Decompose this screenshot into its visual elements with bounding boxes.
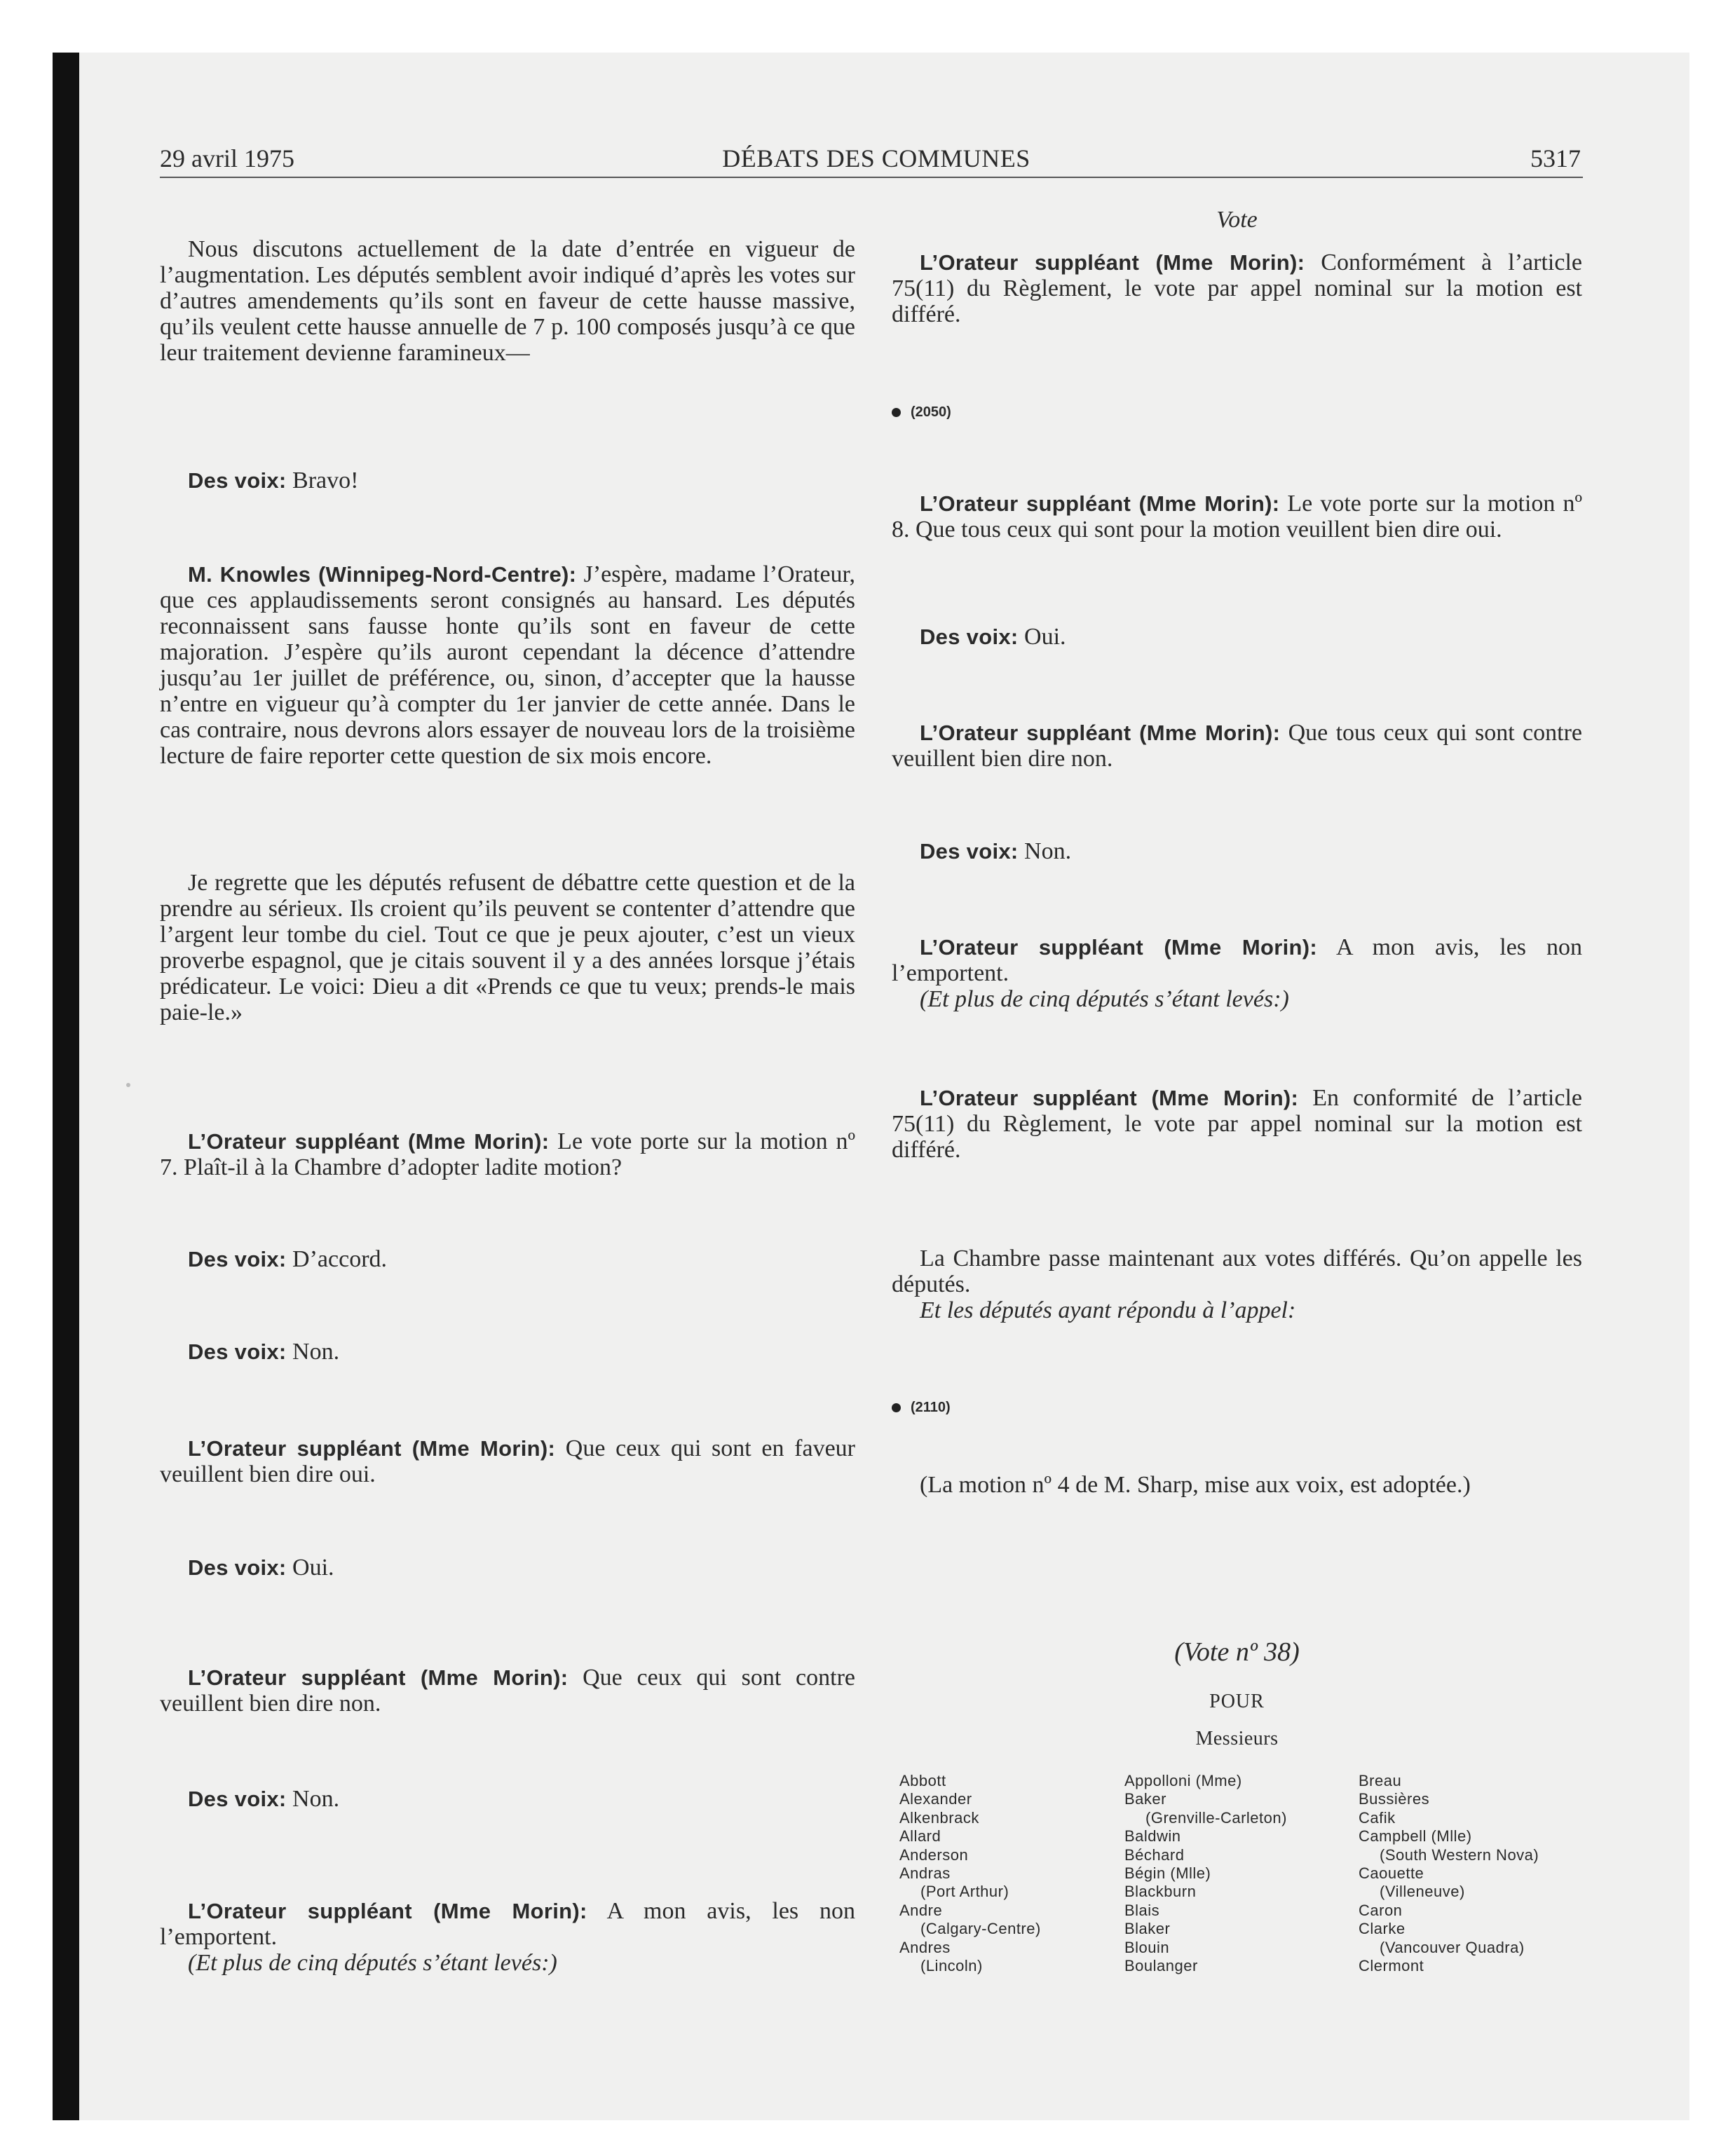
- speaker-name: Des voix:: [920, 839, 1019, 864]
- speech: [892, 624, 1582, 650]
- member-name: Blais: [1124, 1901, 1160, 1919]
- member-name: Breau: [1359, 1772, 1402, 1789]
- speech: [160, 1898, 855, 1950]
- speech-text: Non.: [1018, 838, 1072, 864]
- speaker-name: Des voix:: [920, 625, 1019, 649]
- speaker-name: L’Orateur suppléant (Mme Morin):: [920, 250, 1305, 275]
- speech: [160, 1339, 855, 1365]
- speaker-name: L’Orateur suppléant (Mme Morin):: [920, 935, 1317, 960]
- time-marker: [892, 400, 951, 425]
- member-name: Andras: [899, 1864, 951, 1883]
- member-name: Clermont: [1359, 1957, 1424, 1975]
- speech-text: Non.: [286, 1339, 340, 1365]
- speech: [892, 1085, 1582, 1163]
- vote-section-label: POUR: [1209, 1691, 1265, 1712]
- speaker-name: Des voix:: [188, 1555, 287, 1580]
- speaker-name: Des voix:: [188, 1787, 287, 1811]
- speech-text: Bravo!: [286, 468, 359, 493]
- member-name: Andre: [899, 1901, 943, 1919]
- speech-text: Conformément à l’article 75(11) du Règlement, le vote par appel nominal sur la motion est différé.: [892, 250, 1582, 327]
- member-name: Bégin (Mlle): [1124, 1864, 1211, 1883]
- stage-direction: (Et plus de cinq députés s’étant levés:): [920, 986, 1289, 1012]
- vote-title: (Vote nº 38): [1174, 1637, 1300, 1667]
- speech: [160, 561, 855, 769]
- member-riding: (Villeneuve): [1380, 1883, 1465, 1901]
- header-title: DÉBATS DES COMMUNES: [722, 144, 1030, 172]
- vote-names-column: [899, 1772, 1041, 1975]
- scan-edge-bar: [53, 53, 79, 2120]
- speech-text: Oui.: [286, 1555, 334, 1581]
- header-page-number: 5317: [1530, 144, 1581, 172]
- member-name: Caouette: [1359, 1864, 1424, 1883]
- speaker-name: L’Orateur suppléant (Mme Morin):: [920, 491, 1280, 516]
- scan-smudge: [126, 1083, 130, 1087]
- speech-text: Le vote porte sur la motion nº 8. Que tous ceux qui sont pour la motion veuillent bien dire oui.: [892, 491, 1582, 543]
- speaker-name: L’Orateur suppléant (Mme Morin):: [188, 1899, 587, 1923]
- time-marker: [892, 1395, 951, 1421]
- speech: [892, 720, 1582, 772]
- speech-text: En conformité de l’article 75(11) du Règlement, le vote par appel nominal sur la motion est différé.: [892, 1085, 1582, 1163]
- speech: [160, 1435, 855, 1487]
- member-name: Andres: [899, 1938, 951, 1956]
- speaker-name: Des voix:: [188, 1339, 287, 1364]
- speech: [160, 1246, 855, 1272]
- stage-direction: (Et plus de cinq députés s’étant levés:): [188, 1950, 557, 1976]
- speech: [892, 934, 1582, 986]
- member-name: Blaker: [1124, 1920, 1171, 1938]
- vote-subheading: Messieurs: [1195, 1728, 1279, 1749]
- speaker-name: L’Orateur suppléant (Mme Morin):: [188, 1665, 569, 1690]
- member-name: Anderson: [899, 1845, 969, 1864]
- member-name: Baker: [1124, 1790, 1166, 1808]
- speaker-name: M. Knowles (Winnipeg-Nord-Centre):: [188, 562, 577, 587]
- vote-names-column: [1124, 1772, 1287, 1975]
- speech: [160, 1128, 855, 1180]
- vote-names-column: [1359, 1772, 1539, 1975]
- speech: [160, 1555, 855, 1581]
- member-riding: (Calgary-Centre): [920, 1920, 1041, 1938]
- speech-text: D’accord.: [286, 1246, 388, 1272]
- member-name: Alkenbrack: [899, 1808, 979, 1827]
- time-marker-text: (2050): [911, 404, 951, 420]
- speaker-name: L’Orateur suppléant (Mme Morin):: [920, 1086, 1299, 1110]
- header-date: 29 avril 1975: [160, 144, 294, 172]
- time-marker-text: (2110): [911, 1400, 951, 1415]
- speech-text: Que tous ceux qui sont contre veuillent bien dire non.: [892, 720, 1582, 772]
- member-name: Appolloni (Mme): [1124, 1772, 1242, 1789]
- member-name: Béchard: [1124, 1845, 1185, 1864]
- speech: [892, 250, 1582, 327]
- paragraph: Nous discutons actuellement de la date d’entrée en vigueur de l’augmentation. Les députés semblent avoir indiqué d’après les votes sur d’autres amendements qu’ils sont en faveur de cette hausse massive, qu’ils veulent cette hausse annuelle de 7 p. 100 composés jusqu’à ce que leur traitement devienne faramineux—: [160, 236, 855, 366]
- speaker-name: L’Orateur suppléant (Mme Morin):: [920, 721, 1281, 745]
- member-name: Baldwin: [1124, 1827, 1181, 1845]
- speaker-name: L’Orateur suppléant (Mme Morin):: [188, 1436, 556, 1461]
- speech: [892, 491, 1582, 543]
- speech: [892, 838, 1582, 864]
- speech: [160, 1786, 855, 1812]
- header-rule: [160, 177, 1583, 178]
- member-name: Alexander: [899, 1790, 972, 1808]
- member-riding: (South Western Nova): [1380, 1845, 1539, 1864]
- paragraph: (La motion nº 4 de M. Sharp, mise aux voix, est adoptée.): [920, 1472, 1471, 1498]
- member-name: Clarke: [1359, 1920, 1406, 1938]
- speech-text: Que ceux qui sont en faveur veuillent bien dire oui.: [160, 1435, 855, 1487]
- member-name: Cafik: [1359, 1808, 1396, 1827]
- speech: [160, 1665, 855, 1717]
- member-name: Boulanger: [1124, 1957, 1198, 1975]
- member-riding: (Grenville-Carleton): [1145, 1808, 1287, 1827]
- member-name: Campbell (Mlle): [1359, 1827, 1472, 1845]
- speaker-name: Des voix:: [188, 468, 287, 493]
- paragraph: La Chambre passe maintenant aux votes différés. Qu’on appelle les députés.: [892, 1246, 1582, 1297]
- member-name: Blouin: [1124, 1938, 1170, 1956]
- stage-direction: Et les députés ayant répondu à l’appel:: [920, 1297, 1296, 1323]
- member-riding: (Lincoln): [920, 1957, 983, 1975]
- member-name: Allard: [899, 1827, 941, 1845]
- bullet-icon: [892, 408, 901, 417]
- speaker-name: L’Orateur suppléant (Mme Morin):: [188, 1129, 550, 1154]
- bullet-icon: [892, 1403, 901, 1412]
- speech-text: J’espère, madame l’Orateur, que ces applaudissements seront consignés au hansard. Les députés reconnaissent sans fausse honte qu’ils sont en faveur de cette majoration. J’espère qu’ils auront cependant la décence d’attendre jusqu’au 1er juillet de préférence, ou, sinon, d’accepter que la hausse n’entre en vigueur qu’à compter du 1er janvier de cette année. Dans le cas contraire, nous devrons alors essayer de nouveau lors de la troisième lecture de faire reporter cette question de six mois encore.: [160, 561, 855, 769]
- speech-text: A mon avis, les non l’emportent.: [160, 1898, 855, 1950]
- member-name: Caron: [1359, 1901, 1403, 1919]
- speech-text: A mon avis, les non l’emportent.: [892, 934, 1582, 986]
- member-name: Bussières: [1359, 1790, 1430, 1808]
- speech: [160, 468, 855, 493]
- member-name: Abbott: [899, 1772, 946, 1789]
- speech-text: Le vote porte sur la motion nº 7. Plaît-il à la Chambre d’adopter ladite motion?: [160, 1128, 855, 1180]
- paragraph: Je regrette que les députés refusent de débattre cette question et de la prendre au sérieux. Ils croient qu’ils peuvent se contenter d’attendre que l’argent leur tombe du ciel. Tout ce que je peux ajouter, c’est un vieux proverbe espagnol, que je citais souvent il y a des années lorsque j’étais prédicateur. Le voici: Dieu a dit «Prends ce que tu veux; prends-le mais paie-le.»: [160, 870, 855, 1025]
- section-heading: Vote: [1216, 207, 1258, 233]
- speech-text: Non.: [286, 1786, 340, 1812]
- speaker-name: Des voix:: [188, 1247, 287, 1271]
- speech-text: Oui.: [1018, 624, 1066, 650]
- speech-text: Que ceux qui sont contre veuillent bien dire non.: [160, 1665, 855, 1717]
- member-riding: (Port Arthur): [920, 1883, 1009, 1901]
- member-riding: (Vancouver Quadra): [1380, 1938, 1525, 1956]
- member-name: Blackburn: [1124, 1883, 1197, 1901]
